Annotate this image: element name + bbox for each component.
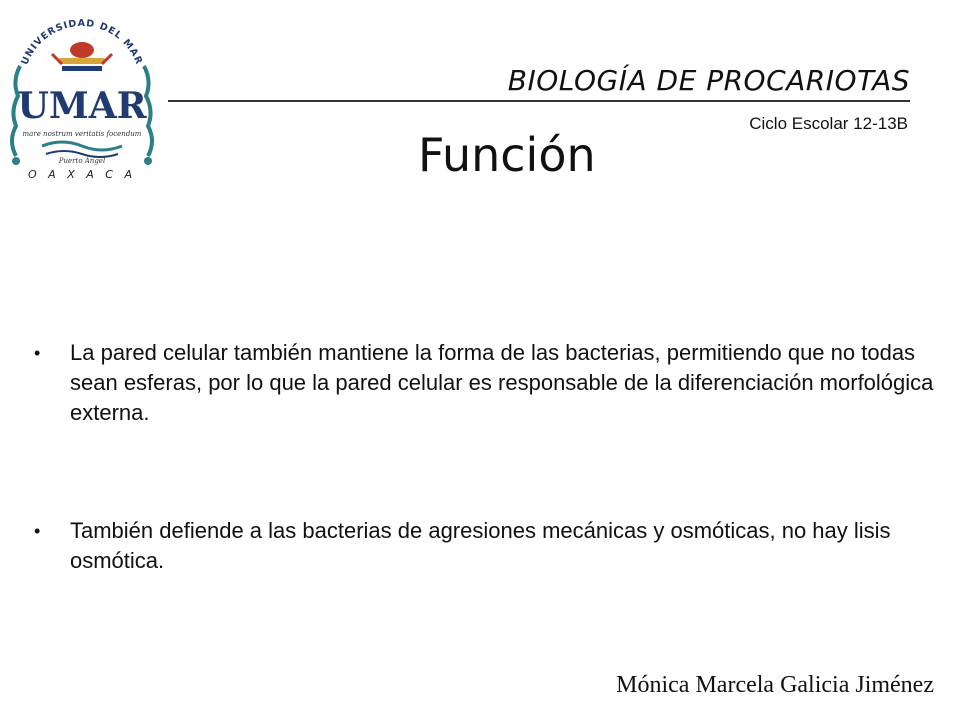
bullet-text: La pared celular también mantiene la forma de las bacterias, permitiendo que no todas sean esferas, por lo que la pared celular es responsable de la diferenciación morfológica externa. [70, 340, 934, 425]
bullet-marker: • [34, 521, 41, 541]
university-logo [2, 6, 162, 182]
school-cycle: Ciclo Escolar 12-13B [749, 114, 908, 133]
logo-motto: mare nostrum veritatis focendum [22, 130, 142, 138]
bullet-list [34, 338, 948, 576]
bullet-marker: • [34, 343, 41, 363]
bullet-item [34, 338, 948, 428]
bullet-item [34, 516, 948, 576]
header-divider [168, 100, 910, 102]
logo-monogram: UMAR [17, 85, 147, 127]
logo-state: O A X A C A [28, 168, 136, 181]
course-title: BIOLOGÍA DE PROCARIOTAS [507, 64, 910, 97]
bullet-text: También defiende a las bacterias de agresiones mecánicas y osmóticas, no hay lisis osmótica. [70, 518, 891, 573]
logo-place: Puerto Ángel [58, 157, 106, 165]
slide-title: Función [418, 128, 596, 182]
author-name: Mónica Marcela Galicia Jiménez [616, 672, 934, 698]
logo-arc-text: UNIVERSIDAD DEL MAR [19, 17, 145, 67]
umar-seal-icon [2, 6, 162, 182]
